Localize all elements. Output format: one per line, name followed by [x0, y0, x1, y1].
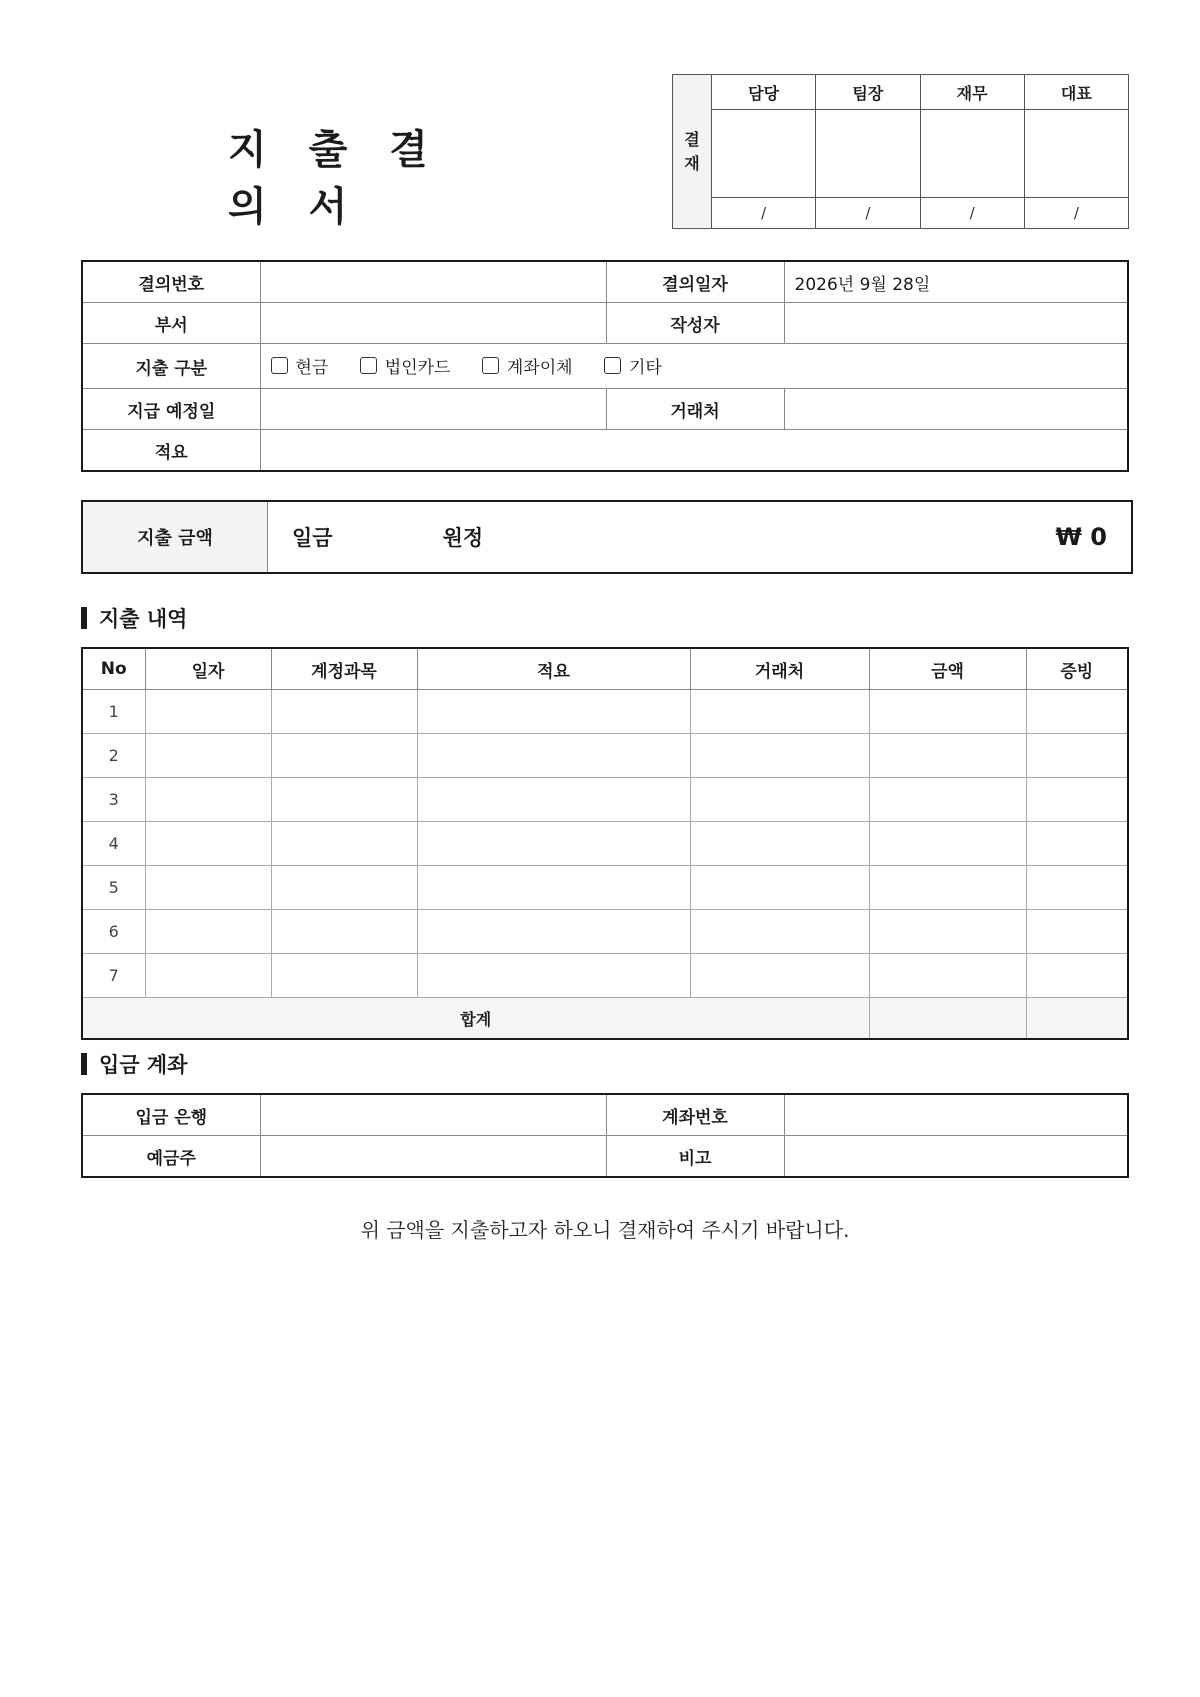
table-cell[interactable] [145, 866, 271, 910]
pay-date-field[interactable] [260, 389, 606, 430]
table-cell[interactable] [869, 910, 1026, 954]
doc-no-field[interactable] [260, 261, 606, 303]
amount-field[interactable] [268, 502, 1131, 572]
column-header: 적요 [417, 648, 690, 690]
type-option-other[interactable] [604, 353, 662, 378]
section-bar-icon [81, 607, 87, 629]
vendor-field[interactable] [784, 389, 1128, 430]
table-cell[interactable] [145, 822, 271, 866]
table-cell[interactable] [271, 734, 417, 778]
table-row [82, 690, 1128, 734]
author-label: 작성자 [606, 303, 784, 344]
column-header: 일자 [145, 648, 271, 690]
vendor-label: 거래처 [606, 389, 784, 430]
approval-date[interactable]: / [920, 197, 1024, 228]
approval-date[interactable]: / [1024, 197, 1128, 228]
table-cell[interactable] [869, 778, 1026, 822]
table-cell[interactable] [271, 866, 417, 910]
table-cell[interactable] [417, 822, 690, 866]
table-row [82, 778, 1128, 822]
bank-field[interactable] [260, 1094, 606, 1136]
table-cell[interactable] [690, 954, 869, 998]
row-number: 2 [82, 734, 145, 778]
approval-date[interactable]: / [816, 197, 920, 228]
table-cell[interactable] [690, 778, 869, 822]
approval-label-text: 결 재 [684, 129, 700, 173]
dept-label: 부서 [82, 303, 260, 344]
amount-suffix: 원정 [442, 526, 484, 550]
doc-date-field[interactable]: 2026년 9월 28일 [784, 261, 1128, 303]
approval-signature-cell[interactable] [816, 110, 920, 197]
checkbox-icon[interactable] [604, 357, 621, 374]
doc-date-label: 결의일자 [606, 261, 784, 303]
account-table [81, 1093, 1129, 1178]
table-cell[interactable] [145, 778, 271, 822]
type-option-transfer[interactable] [482, 353, 573, 378]
table-cell[interactable] [690, 822, 869, 866]
column-header: No [82, 648, 145, 690]
table-cell[interactable] [417, 866, 690, 910]
items-table [81, 647, 1129, 1040]
row-number: 1 [82, 690, 145, 734]
row-number: 7 [82, 954, 145, 998]
table-cell[interactable] [417, 910, 690, 954]
approval-date[interactable]: / [712, 197, 816, 228]
approval-signature-cell[interactable] [712, 110, 816, 197]
items-section-title: 지출 내역 [99, 607, 188, 631]
table-row [82, 866, 1128, 910]
table-cell[interactable] [869, 866, 1026, 910]
approval-signature-cell[interactable] [1024, 110, 1128, 197]
memo-field[interactable] [260, 430, 1128, 472]
column-header: 증빙 [1026, 648, 1128, 690]
approval-signature-cell[interactable] [920, 110, 1024, 197]
type-option-corporate-card[interactable] [360, 353, 451, 378]
table-cell[interactable] [690, 734, 869, 778]
approval-role: 팀장 [816, 75, 920, 110]
table-cell[interactable] [1026, 910, 1128, 954]
amount-box [81, 500, 1133, 574]
type-option-label: 현금 [295, 358, 329, 378]
table-cell[interactable] [145, 954, 271, 998]
table-cell[interactable] [869, 734, 1026, 778]
info-table [81, 260, 1129, 472]
approval-role: 재무 [920, 75, 1024, 110]
items-header-row [82, 648, 1128, 690]
column-header: 금액 [869, 648, 1026, 690]
table-row [82, 822, 1128, 866]
table-cell[interactable] [145, 734, 271, 778]
section-bar-icon [81, 1053, 87, 1075]
dept-field[interactable] [260, 303, 606, 344]
bank-label: 입금 은행 [82, 1094, 260, 1136]
expense-type-label: 지출 구분 [82, 344, 260, 389]
table-cell[interactable] [145, 690, 271, 734]
table-cell[interactable] [145, 910, 271, 954]
table-cell[interactable] [271, 954, 417, 998]
approval-box [672, 74, 1129, 229]
table-cell[interactable] [417, 690, 690, 734]
amount-label: 지출 금액 [83, 502, 268, 572]
table-cell[interactable] [1026, 954, 1128, 998]
expense-type-options [260, 344, 1128, 389]
author-field[interactable] [784, 303, 1128, 344]
type-option-label: 기타 [628, 358, 662, 378]
row-number: 6 [82, 910, 145, 954]
table-cell[interactable] [271, 778, 417, 822]
note-label: 비고 [606, 1136, 784, 1178]
sum-label: 합계 [82, 998, 869, 1040]
table-cell[interactable] [1026, 866, 1128, 910]
table-cell[interactable] [417, 778, 690, 822]
approval-role: 대표 [1024, 75, 1128, 110]
checkbox-icon[interactable] [271, 357, 288, 374]
table-cell[interactable] [869, 690, 1026, 734]
table-cell[interactable] [869, 954, 1026, 998]
table-row [82, 910, 1128, 954]
note-field[interactable] [784, 1136, 1128, 1178]
column-header: 계정과목 [271, 648, 417, 690]
amount-total: ₩ 0 [1055, 523, 1107, 551]
type-option-label: 계좌이체 [506, 358, 573, 378]
items-section-heading [81, 603, 187, 633]
holder-field[interactable] [260, 1136, 606, 1178]
table-cell[interactable] [690, 690, 869, 734]
type-option-cash[interactable] [271, 353, 329, 378]
column-header: 거래처 [690, 648, 869, 690]
account-section-title: 입금 계좌 [99, 1053, 188, 1077]
checkbox-icon[interactable] [360, 357, 377, 374]
row-number: 3 [82, 778, 145, 822]
table-cell[interactable] [271, 690, 417, 734]
approval-label [673, 75, 712, 229]
table-cell[interactable] [1026, 690, 1128, 734]
table-row [82, 954, 1128, 998]
document-title: 지 출 결 의 서 [228, 127, 442, 230]
doc-no-label: 결의번호 [82, 261, 260, 303]
holder-label: 예금주 [82, 1136, 260, 1178]
account-number-field[interactable] [784, 1094, 1128, 1136]
type-option-label: 법인카드 [384, 358, 451, 378]
table-row [82, 734, 1128, 778]
row-number: 4 [82, 822, 145, 866]
table-cell[interactable] [271, 822, 417, 866]
approval-role: 담당 [712, 75, 816, 110]
table-cell[interactable] [1026, 778, 1128, 822]
table-cell[interactable] [869, 822, 1026, 866]
sum-proof-cell[interactable] [1026, 998, 1128, 1040]
sum-amount-cell[interactable] [869, 998, 1026, 1040]
pay-date-label: 지급 예정일 [82, 389, 260, 430]
closing-statement: 위 금액을 지출하고자 하오니 결재하여 주시기 바랍니다. [360, 1218, 850, 1242]
table-cell[interactable] [690, 866, 869, 910]
row-number: 5 [82, 866, 145, 910]
table-cell[interactable] [271, 910, 417, 954]
amount-prefix: 일금 [292, 526, 333, 550]
table-cell[interactable] [690, 910, 869, 954]
table-cell[interactable] [417, 734, 690, 778]
table-cell[interactable] [417, 954, 690, 998]
table-cell[interactable] [1026, 822, 1128, 866]
memo-label: 적요 [82, 430, 260, 472]
account-section-heading [81, 1049, 187, 1079]
sum-row [82, 998, 1128, 1040]
table-cell[interactable] [1026, 734, 1128, 778]
checkbox-icon[interactable] [482, 357, 499, 374]
account-number-label: 계좌번호 [606, 1094, 784, 1136]
